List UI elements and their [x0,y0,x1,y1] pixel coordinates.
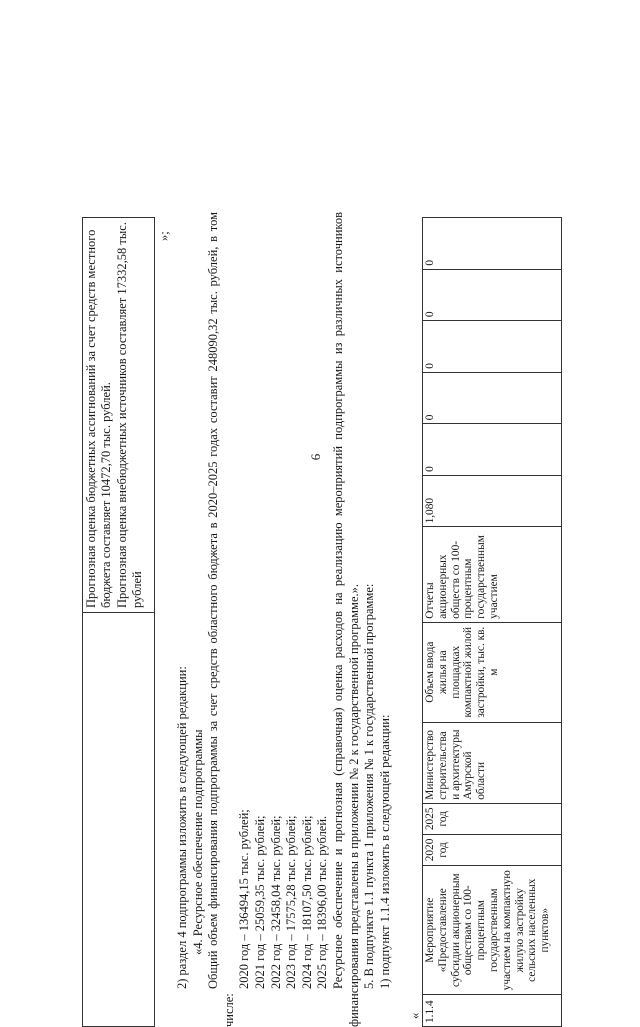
value-cell: 0 [423,424,562,476]
section-intro: 2) раздел 4 подпрограммы изложить в следующей редакции: [175,666,189,989]
year-start: 2020 год [423,834,562,865]
page-number: 6 [308,453,323,461]
value-cell: 0 [423,321,562,373]
row-number: 1.1.4 [423,995,562,1027]
year-line-2020: 2020 год – 136494,15 тыс. рублей; [237,809,252,989]
indicator: Объем ввода жилья на площадках компактной жилой застройки, тыс. кв. м [423,622,562,722]
point-5: 5. В подпункте 1.1 пункта 1 приложения № 1 к государственной программе: [362,583,377,989]
measures-table [422,217,562,1027]
extrabudget-estimate: Прогнозная оценка внебюджетных источников составляет 17332,58 тыс. рублей [114,222,145,608]
measure-name: Мероприятие «Предоставление субсидии акционерным обществам со 100-процентным государственным участием на компактную жилую застройку сельских населенных пунктов» [423,866,562,995]
document-body [82,207,562,1027]
resource-paragraph: Ресурсное обеспечение и прогнозная (справочная) оценка расходов на реализацию мероприятий подпрограммы из различных источников финансирования представлены в приложении № 2 к государственной программе.». [330,212,361,1027]
total-financing: Общий объем финансирования подпрограммы за счет средств областного бюджета в 2020–2025 годах составит 248090,32 тыс. рублей, в том числе: [206,212,236,1027]
year-line-2023: 2023 год – 17575,28 тыс. рублей; [284,815,299,989]
year-line-2024: 2024 год – 18107,50 тыс. рублей; [299,815,314,989]
local-budget-estimate: Прогнозная оценка бюджетных ассигнований за счет средств местного бюджета составляет 10472,70 тыс. рублей. [84,229,114,608]
year-line-2022: 2022 год – 32458,04 тыс. рублей; [268,815,283,989]
point-5-1: 1) подпункт 1.1.4 изложить в следующей редакции: [377,714,392,989]
value-cell: 0 [423,269,562,321]
year-line-2021: 2021 год – 25059,35 тыс. рублей; [252,815,267,989]
closing-quote: »; [157,231,171,241]
opening-quote: « [408,1012,422,1019]
value-cell: 1,080 [423,475,562,527]
table-row [423,218,562,1027]
report-source: Отчеты акционерных обществ со 100-процентным государственным участием [423,527,562,622]
year-line-2025: 2025 год – 18396,00 тыс. рублей. [315,815,330,989]
budget-table-text-cell [83,218,155,613]
budget-table [82,217,155,1027]
budget-table-empty-cell [83,613,155,1027]
section-heading: «4. Ресурсное обеспечение подпрограммы [190,729,205,955]
value-cell: 0 [423,372,562,424]
value-cell: 0 [423,218,562,270]
year-end: 2025 год [423,803,562,834]
responsible-ministry: Министерство строительства и архитектуры Амурской области [423,722,562,803]
